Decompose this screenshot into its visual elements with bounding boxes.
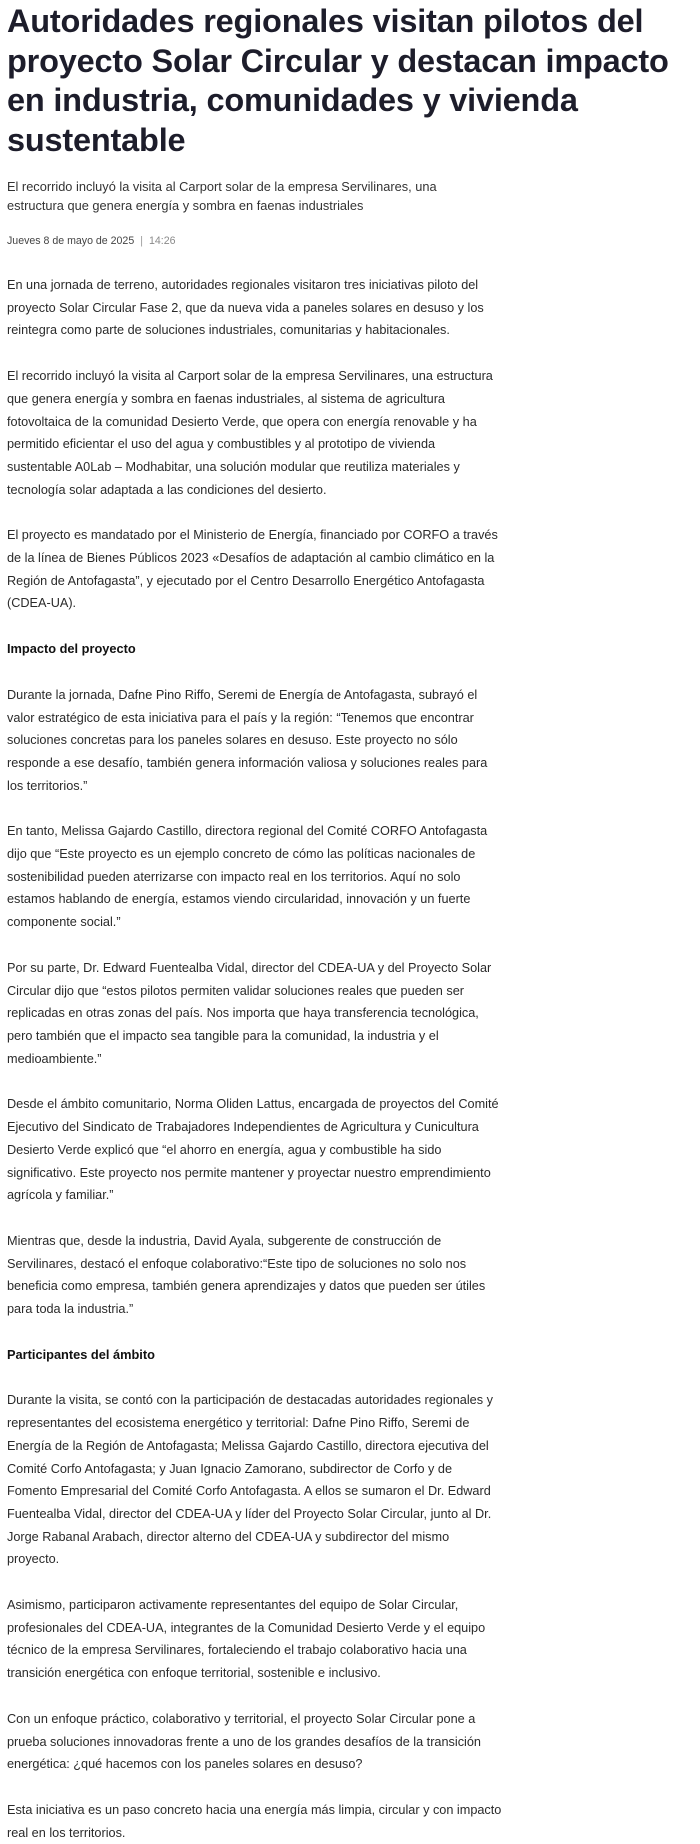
section-heading-participantes: Participantes del ámbito: [7, 1346, 155, 1362]
article-meta: [7, 234, 693, 248]
article-paragraph: Durante la jornada, Dafne Pino Riffo, Seremi de Energía de Antofagasta, subrayó el valor estratégico de esta iniciativa para el país y la región: “Tenemos que encontrar soluciones concretas para los paneles solares en desuso. Este proyecto no sólo responde a ese desafío, también genera información valiosa y soluciones reales para los territorios.”: [7, 687, 488, 793]
article-paragraph: Por su parte, Dr. Edward Fuentealba Vidal, director del CDEA-UA y del Proyecto Solar Circular dijo que “estos pilotos permiten validar soluciones reales que pueden ser replicadas en otras zonas del país. Nos importa que haya transferencia tecnológica, pero también que el impacto sea tangible para la comunidad, la industria y el medioambiente.”: [7, 960, 492, 1066]
section-heading-impacto: Impacto del proyecto: [7, 641, 136, 657]
article-paragraph: Mientras que, desde la industria, David Ayala, subgerente de construcción de Servilinares, destacó el enfoque colaborativo:“Este tipo de soluciones no solo nos beneficia como empresa, también genera aprendizajes y datos que pueden ser útiles para toda la industria.”: [7, 1233, 486, 1317]
article-paragraph: El recorrido incluyó la visita al Carport solar de la empresa Servilinares, una estructura que genera energía y sombra en faenas industriales, al sistema de agricultura fotovoltaica de la comunidad Desierto Verde, que opera con energía renovable y ha permitido eficientar el uso del agua y combustibles y al prototipo de vivienda sustentable A0Lab – Modhabitar, una solución modular que reutiliza materiales y tecnología solar adaptada a las condiciones del desierto.: [7, 369, 493, 497]
publish-time: 14:26: [148, 235, 176, 247]
meta-separator: |: [140, 235, 143, 247]
publish-date: Jueves 8 de mayo de 2025: [7, 235, 135, 247]
article-paragraph: Asimismo, participaron activamente representantes del equipo de Solar Circular, profesionales del CDEA-UA, integrantes de la Comunidad Desierto Verde y el equipo técnico de la empresa Servilinares, fortaleciendo el trabajo colaborativo hacia una transición energética con enfoque territorial, sostenible e inclusivo.: [7, 1598, 486, 1681]
article-headline: Autoridades regionales visitan pilotos del proyecto Solar Circular y destacan impacto en industria, comunidades y vivienda sustentable: [7, 3, 669, 158]
article-subtitle: El recorrido incluyó la visita al Carport solar de la empresa Servilinares, una estructura que genera energía y sombra en faenas industriales: [7, 179, 437, 213]
article-paragraph: En una jornada de terreno, autoridades regionales visitaron tres iniciativas piloto del proyecto Solar Circular Fase 2, que da nueva vida a paneles solares en desuso y los reintegra como parte de soluciones industriales, comunitarias y habitacionales.: [7, 278, 484, 338]
article-paragraph: En tanto, Melissa Gajardo Castillo, directora regional del Comité CORFO Antofagasta dijo que “Este proyecto es un ejemplo concreto de cómo las políticas nacionales de sostenibilidad pueden aterrizarse con impacto real en los territorios. Aquí no solo estamos hablando de energía, estamos viendo circularidad, innovación y un fuerte componente social.”: [7, 824, 488, 930]
article-paragraph: Con un enfoque práctico, colaborativo y territorial, el proyecto Solar Circular pone a prueba soluciones innovadoras frente a uno de los grandes desafíos de la transición energética: ¿qué hacemos con los paneles solares en desuso?: [7, 1711, 481, 1772]
article: [0, 2, 700, 1844]
article-body: [7, 274, 502, 1844]
article-paragraph: Desde el ámbito comunitario, Norma Oliden Lattus, encargada de proyectos del Comité Ejecutivo del Sindicato de Trabajadores Independientes de Agricultura y Cunicultura Desierto Verde explicó que “el ahorro en energía, agua y combustible ha sido significativo. Este proyecto nos permite mantener y proyectar nuestro emprendimiento agrícola y familiar.”: [7, 1097, 499, 1203]
article-paragraph: Durante la visita, se contó con la participación de destacadas autoridades regionales y representantes del ecosistema energético y territorial: Dafne Pino Riffo, Seremi de Energía de la Región de Antofagasta; Melissa Gajardo Castillo, directora ejecutiva del Comité Corfo Antofagasta; y Juan Ignacio Zamorano, subdirector de Corfo y de Fomento Empresarial del Comité Corfo Antofagasta. A ellos se sumaron el Dr. Edward Fuentealba Vidal, director del CDEA-UA y líder del Proyecto Solar Circular, junto al Dr. Jorge Rabanal Arabach, director alterno del CDEA-UA y subdirector del mismo proyecto.: [7, 1393, 493, 1567]
article-paragraph: El proyecto es mandatado por el Ministerio de Energía, financiado por CORFO a través de la línea de Bienes Públicos 2023 «Desafíos de adaptación al cambio climático en la Región de Antofagasta”, y ejecutado por el Centro Desarrollo Energético Antofagasta (CDEA-UA).: [7, 528, 498, 611]
article-paragraph: Esta iniciativa es un paso concreto hacia una energía más limpia, circular y con impacto real en los territorios.: [7, 1802, 502, 1840]
